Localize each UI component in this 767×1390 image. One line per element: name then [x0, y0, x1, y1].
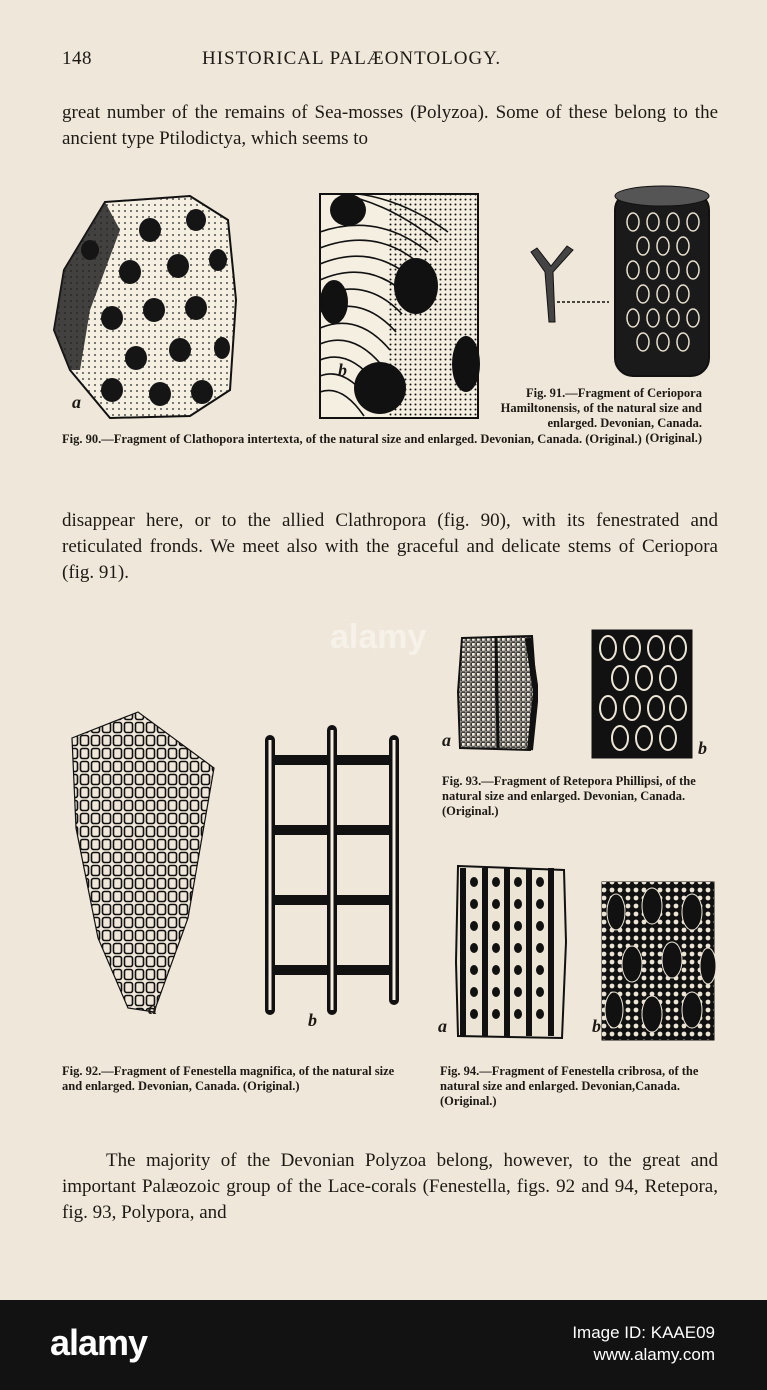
fig94a-illustration — [452, 862, 570, 1042]
fig94-letter-a: a — [438, 1016, 447, 1036]
fig93-caption: Fig. 93.—Fragment of Retepora Phillipsi, of the natural size and enlarged. Devonian, Canada. (Original.) — [442, 774, 696, 818]
fig92-letter-b: b — [308, 1010, 317, 1030]
stock-footer-bar — [0, 1300, 767, 1390]
fig90b-illustration — [318, 192, 480, 420]
fig92a-illustration — [68, 708, 218, 1020]
site-url: www.alamy.com — [593, 1345, 715, 1364]
brand-logo: alamy — [50, 1322, 148, 1363]
fig90-caption: Fig. 90.—Fragment of Clathopora intertexta, of the natural size and enlarged. Devonian, Canada. (Original.) — [62, 432, 642, 446]
fig92b-illustration — [250, 720, 420, 1020]
fig94b-illustration — [600, 878, 718, 1044]
watermark: alamy — [330, 618, 427, 656]
fig92-letter-a: a — [148, 998, 157, 1018]
image-id: Image ID: KAAE09 — [572, 1323, 715, 1342]
fig91-illustration — [525, 182, 715, 382]
fig90a-illustration — [50, 190, 240, 420]
fig90-letter-b: b — [338, 360, 347, 380]
fig92-caption: Fig. 92.—Fragment of Fenestella magnifica, of the natural size and enlarged. Devonian, Canada. (Original.) — [62, 1064, 395, 1093]
fig94-caption: Fig. 94.—Fragment of Fenestella cribrosa, of the natural size and enlarged. Devonian,Canada. (Original.) — [440, 1064, 699, 1108]
fig93b-illustration — [590, 628, 696, 760]
fig91-caption: Fig. 91.—Fragment of Ceriopora Hamiltonensis, of the natural size and enlarged. Devonian, Canada. (Original.) — [500, 386, 702, 445]
paragraph-2: disappear here, or to the allied Clathropora (fig. 90), with its fenestrated and reticulated fronds. We meet also with the graceful and delicate stems of Ceriopora (fig. 91). — [62, 510, 718, 583]
paragraph-3: The majority of the Devonian Polyzoa belong, however, to the great and important Palæozoic group of the Lace-corals (Fenestella, figs. 92 and 94, Retepora, fig. 93, Polypora, and — [62, 1150, 718, 1223]
running-header — [62, 48, 722, 78]
fig90-letter-a: a — [72, 392, 81, 412]
fig94-letter-b: b — [592, 1016, 601, 1036]
fig93-letter-b: b — [698, 738, 707, 758]
running-title: HISTORICAL PALÆONTOLOGY. — [202, 48, 502, 69]
fig93a-illustration — [456, 632, 538, 754]
page-number: 148 — [62, 48, 92, 69]
paragraph-1: great number of the remains of Sea-mosses (Polyzoa). Some of these belong to the ancient type Ptilodictya, which seems to — [62, 102, 718, 149]
image-id-block — [572, 1322, 715, 1366]
fig93-letter-a: a — [442, 730, 451, 750]
